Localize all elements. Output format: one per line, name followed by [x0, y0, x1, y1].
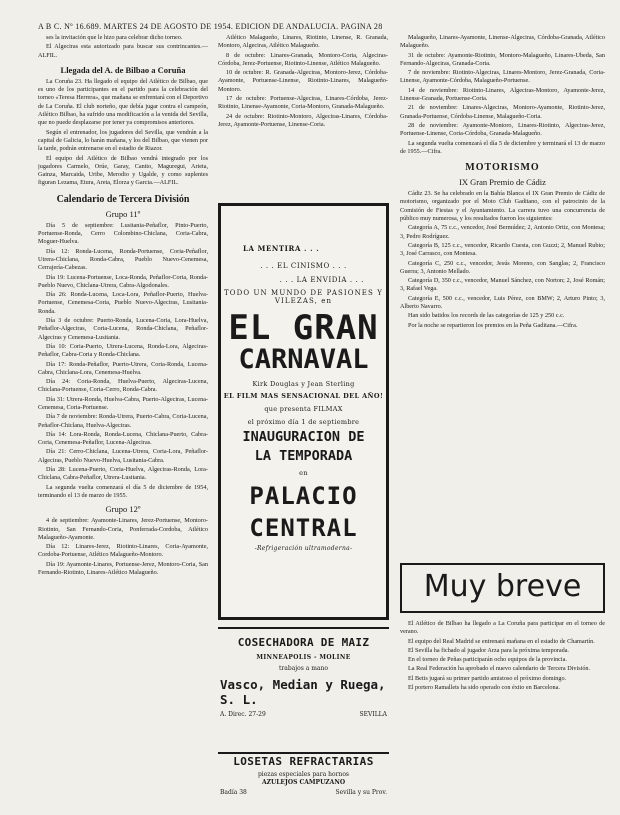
- paragraph: Día 7 de noviembre: Ronda-Utrera, Puerto-Cabra, Coria-Lucena, Peñaflor-Chiclana, Huelva-Algeciras.: [38, 413, 208, 429]
- paragraph: El Algeciras esta autorizado para buscar sus contrincantes.—ALFIL.: [38, 43, 208, 59]
- paragraph: Día 26: Ronda-Lucena, Loca-Lora, Peñaflor-Puerto, Huelva-Portuense, Cenemesa-Coria, Pueblo Nuevo-Algeciras, Lusitania-Ronda.: [38, 291, 208, 315]
- paragraph: Día 19: Lucena-Portuense, Loca-Ronda, Peñaflor-Coria, Ronda-Pueblo Nuevo, Chiclana-Utrera, Cabra-Algodonales.: [38, 273, 208, 289]
- ad-address-row: [218, 711, 389, 718]
- section-title: Calendario de Tercera División: [56, 193, 190, 205]
- divider: [218, 752, 389, 754]
- muy-breve-heading: Muy breve: [400, 563, 605, 613]
- paragraph: El Betis jugará su primer partido amistoso el próximo domingo.: [408, 674, 567, 682]
- ad-line: TODO UN MUNDO DE PASIONES Y VILEZAS, en: [224, 289, 383, 305]
- page-header: A B C. Nº 16.689. MARTES 24 DE AGOSTO DE 1954. EDICION DE ANDALUCIA. PAGINA 28: [38, 22, 383, 31]
- group-title: Grupo 12º: [105, 504, 141, 515]
- paragraph: Día 10: Coria-Puerto, Utrera-Lucena, Ronda-Lora, Algeciras-Peñaflor, Cabra-Coria y Ronda-Chiclana.: [38, 342, 208, 359]
- section-title: Llegada del A. de Bilbao a Coruña: [60, 64, 186, 75]
- ad-title: LOSETAS REFRACTARIAS: [233, 755, 374, 768]
- paragraph: La segunda vuelta comenzará el día 5 de diciembre y terminará el 13 de marzo de 1955.—Cifra.: [400, 139, 605, 155]
- ad-desc: piezas especiales para hornos: [257, 771, 350, 778]
- ad-contact-right: Sevilla y su Prov.: [335, 789, 387, 796]
- paragraph: En el torneo de Peñas participarán ocho equipos de la provincia.: [408, 656, 567, 664]
- paragraph: Malagueño, Linares-Ayamonte, Linense-Algeciras, Córdoba-Granada, Atlético Malagueño.: [400, 34, 605, 50]
- paragraph: 10 de octubre: R. Granada-Algeciras, Montoro-Jerez, Córdoba-Ayamonte, Portuense-Linense, Riotinto-Linares, Malagueño-Montoro.: [218, 69, 388, 93]
- movie-advertisement: [218, 203, 389, 620]
- movie-title-line-2: CARNAVAL: [238, 344, 369, 375]
- paragraph: Día 17: Ronda-Peñaflor, Puerto-Utrera, Coria-Ronda, Lucena-Cabra, Chiclana-Lora, Cenemesa-Huelva.: [38, 360, 208, 376]
- paragraph: Día 24: Coria-Ronda, Huelva-Puerto, Algeciras-Lucena, Chiclana-Portuense, Coria-Cerro, Ronda-Cabra.: [38, 378, 208, 394]
- ad-contact-left: Badía 38: [220, 789, 247, 796]
- paragraph: El Sevilla ha fichado al jugador Arza para la próxima temporada.: [408, 646, 569, 654]
- paragraph: La segunda vuelta comenzará el día 5 de diciembre de 1954, terminando el 13 de marzo de 1955.: [38, 483, 208, 499]
- ad-company: Vasco, Median y Ruega, S. L.: [220, 677, 386, 707]
- ad-line: . . . LA ENVIDIA . . .: [279, 276, 364, 284]
- paragraph: Categoría A, 75 c.c., vencedor, José Bermúdez; 2, Antonio Ortiz, con Montesa; 3, Pedro Rodríguez.: [400, 224, 605, 240]
- ad-maker: AZULEJOS CAMPUZANO: [261, 779, 346, 786]
- paragraph: El portero Ramallets ha sido operado con éxito en Barcelona.: [408, 684, 560, 692]
- paragraph: 31 de octubre: Ayamonte-Riotinto, Montoro-Malagueño, Linares-Ubeda, San Fernando-Algeciras, Granada-Coria.: [400, 51, 605, 67]
- paragraph: Día 28: Lucena-Puerto, Coria-Huelva, Algeciras-Ronda, Lora-Chiclana, Cabra-Peñaflor, Utrera-Lusitania.: [38, 466, 208, 482]
- paragraph: La Coruña 23. Ha llegado el equipo del Atlético de Bilbao, que es uno de los participantes en el partido para la celebración del torneo «Teresa Herrera», que mañana se enfrentará con el Deportivo de La Coruña. El club norteño, que debía jugar contra el campeón, Atlético Bilbao, ha sufrido una modificación a la venida del Sevilla, que no puede desplazarse por tener ya compromisos anteriores.: [38, 77, 208, 127]
- ad-line: . . . EL CINISMO . . .: [260, 262, 347, 270]
- paragraph: Han sido batidos los records de las categorías de 125 y 250 c.c.: [408, 312, 565, 320]
- ad-event-line-1: INAUGURACION DE: [242, 429, 365, 445]
- paragraph: Por la noche se repartieron los premios en la Peña Gaditana.—Cifra.: [408, 321, 578, 329]
- paragraph: Día 12: Ronda-Lucena, Ronda-Portuense, Coria-Peñaflor, Utrera-Chiclana, Ronda-Cabra, Pueblo Nuevo-Cenemesa, Cerrajería-Cabezas.: [38, 247, 208, 272]
- paragraph: Categoría D, 350 c.c., vencedor, Manuel Sánchez, con Norton; 2, José Román; 3, Rafael Vega.: [400, 277, 605, 293]
- ad-distributor: que presenta FILMAX: [264, 405, 343, 413]
- paragraph: El equipo del Real Madrid se entrenará mañana en el estadio de Chamartín.: [408, 637, 595, 645]
- paragraph: 8 de octubre: Linares-Granada, Montoro-Coria, Algeciras-Córdoba, Jerez-Portuense, Riotinto-Linense, Atlético Malagueño.: [218, 51, 388, 67]
- ad-city: SEVILLA: [359, 711, 387, 718]
- movie-title-line-1: EL GRAN: [228, 308, 379, 348]
- column-1: [38, 34, 208, 804]
- paragraph: Día 31: Utrera-Ronda, Huelva-Cabra, Puerto-Algeciras, Lucena-Cenemesa, Coria-Portuense.: [38, 395, 208, 411]
- ad-contact-row: [218, 789, 389, 796]
- ad-brand: MINNEAPOLIS - MOLINE: [256, 654, 351, 661]
- ad-title: COSECHADORA DE MAIZ: [237, 636, 370, 649]
- ad-event-line-2: LA TEMPORADA: [254, 448, 353, 464]
- paragraph: 4 de septiembre: Ayamonte-Linares, Jerez-Portuense, Montoro-Riotinto, San Fernando-Coria, Ponferrada-Cordoba, Atlético Malagueño-Ayamonte.: [38, 517, 208, 541]
- paragraph: Día 21: Cerro-Chiclana, Lucena-Utrera, Coria-Lora, Peñaflor-Algeciras, Pueblo Nuevo-Huelva, Lusitania-Cabra.: [38, 448, 208, 464]
- divider: [218, 627, 389, 629]
- paragraph: 21 de noviembre: Linares-Algeciras, Montoro-Ayamonte, Riotinto-Jerez, Granada-Portuense, Córdoba-Linense, Malagueño-Coria.: [400, 104, 605, 120]
- section-title: MOTORISMO: [465, 162, 540, 174]
- paragraph: Categoría E, 500 c.c., vencedor, Luis Pérez, con BMW; 2, Arturo Pinto; 3, Alberto Navarro.: [400, 294, 605, 311]
- section-subtitle: IX Gran Premio de Cádiz: [459, 177, 546, 188]
- ad-line: LA MENTIRA . . .: [243, 244, 320, 253]
- paragraph: Día 14: Lora-Ronda, Ronda-Lucena, Chiclana-Puerto, Cabra-Coria, Cenemesa-Peñaflor, Lucena-Algeciras.: [38, 430, 208, 447]
- paragraph: 14 de noviembre: Riotinto-Linares, Algeciras-Montoro, Ayamonte-Jerez, Linense-Granada, Portuense-Coria.: [400, 86, 605, 103]
- group-title: Grupo 11º: [105, 208, 141, 219]
- paragraph: 24 de octubre: Riotinto-Montoro, Algeciras-Linares, Córdoba-Jerez, Ayamonte-Portuense, Linense-Coria.: [218, 112, 388, 128]
- paragraph: 28 de noviembre: Ayamonte-Montoro, Linares-Riotinto, Algeciras-Jerez, Portuense-Linense, Coria-Córdoba, Granada-Malagueño.: [400, 121, 605, 138]
- paragraph: Atlético Malagueño, Linares, Riotinto, Linense, R. Granada, Montoro, Algeciras, Atlético Malagueño.: [218, 34, 388, 50]
- paragraph: El Atlético de Bilbao ha llegado a La Coruña para participar en el torneo de verano.: [400, 620, 605, 636]
- column-2-text: [218, 34, 388, 194]
- ad-cast: Kirk Douglas y Jean Sterling: [252, 380, 355, 388]
- paragraph: Día 19: Ayamonte-Linares, Portuense-Jerez, Montoro-Coria, San Fernando-Riotinto, Linares-Atlético Malagueño.: [38, 560, 208, 577]
- paragraph: El equipo del Atlético de Bilbao vendrá integrado por los jugadores Carmelo, Orúe, Garay, Canito, Maguregui, Arieta, Gainza, Marcaida, Uribe, Merodio y Ugalde, y como suplentes figuran Lezama, Etura, Areta, Elorza y Garcia.—ALFIL.: [38, 154, 208, 187]
- column-3-briefs: [400, 620, 605, 805]
- paragraph: Cádiz 23. Se ha celebrado en la Bahía Blanca el IX Gran Premio de Cádiz de motorismo, organizado por el Moto Club Gaditano, con el patrocinio de la Comisión de Fiestas y el Ayuntamiento. La carrera tuvo una concurrencia de público muy numerosa, y los resultados fueron los siguientes:: [400, 190, 605, 223]
- column-3: [400, 34, 605, 559]
- ad-address: A. Direc. 27-29: [220, 711, 266, 718]
- harvester-advertisement: [218, 630, 389, 752]
- paragraph: Día 3 de octubre: Puerto-Ronda, Lucena-Coria, Lora-Huelva, Peñaflor-Algeciras, Coria-Lucena, Ronda-Chiclana, Peñaflor-Algeciras y Cenemesa-Lusitania.: [38, 317, 208, 341]
- paragraph: Según el entrenador, los jugadores del Sevilla, que vendrán a la capital de Galicia, lo harán mañana, y los del Bilbao, que vienen por la tarde, podrán entrenarse en el estadio de Riazor.: [38, 128, 208, 153]
- ad-date: el próximo día 1 de septiembre: [247, 418, 360, 426]
- venue-line-2: CENTRAL: [249, 514, 358, 542]
- paragraph: 17 de octubre: Portuense-Algeciras, Linares-Córdoba, Jerez-Riotinto, Linense-Ayamonte, Coria-Montoro, Granada-Malagueño.: [218, 95, 388, 111]
- ad-event-en: en: [299, 469, 308, 477]
- paragraph: 7 de noviembre: Riotinto-Algeciras, Linares-Montoro, Jerez-Granada, Coria-Linense, Ayamonte-Córdoba, Malagueño-Portuense.: [400, 69, 605, 85]
- paragraph: Categoría B, 125 c.c., vencedor, Ricardo Cuesta, con Guzzi; 2, Manuel Rubio; 3, José Carrasco, con Montesa.: [400, 241, 605, 258]
- paragraph: La Real Federación ha aprobado el nuevo calendario de Tercera División.: [408, 665, 591, 673]
- paragraph: ses la invitación que le hizo para celebrar dicho torneo.: [46, 34, 183, 41]
- paragraph: Día 12: Linares-Jerez, Riotinto-Linares, Coria-Ayamonte, Cordoba-Portuense, Atlético Malagueño-Montoro.: [38, 543, 208, 559]
- ad-note: trabajos a mano: [279, 665, 328, 672]
- paragraph: Categoría C, 250 c.c., vencedor, Jesús Moreno, con Sanglas; 2, Francisco Guerra; 3, Antonio Mellado.: [400, 259, 605, 275]
- venue-line-1: PALACIO: [249, 482, 358, 510]
- tiles-advertisement: [218, 755, 389, 805]
- ad-footer: -Refrigeración ultramoderna-: [254, 545, 353, 552]
- ad-tagline: EL FILM MAS SENSACIONAL DEL AÑO!: [223, 392, 384, 400]
- paragraph: Día 5 de septiembre: Lusitania-Peñaflor, Pinto-Puerto, Portuense-Ronda, Cerro Colombino-Chiclana, Coria-Cabra, Moguer-Huelva.: [38, 221, 208, 246]
